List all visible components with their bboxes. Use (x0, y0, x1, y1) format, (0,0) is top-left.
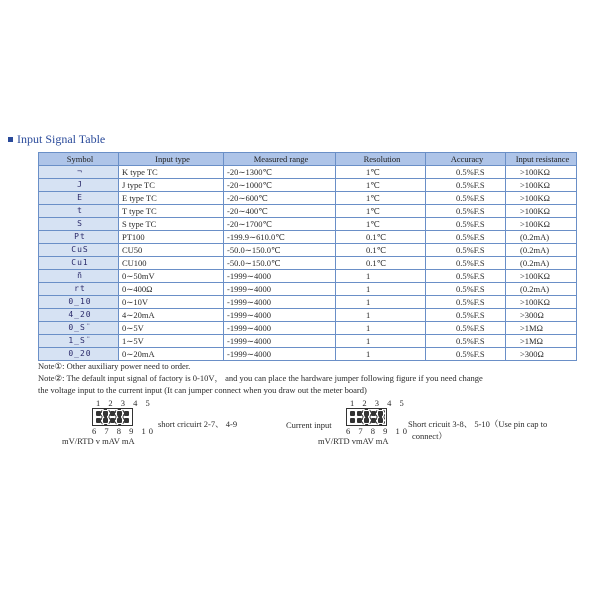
caption-line-1: Short cricuit 3-8、 5-10（Use pin cap to (408, 419, 548, 429)
cell-input-resistance: >100KΩ (506, 218, 577, 231)
cell-resolution: 1℃ (336, 192, 426, 205)
cell-input-type: 0∼10V (119, 296, 224, 309)
table-row (39, 309, 577, 322)
pin-numbers-bottom: 6 7 8 9 10 (92, 426, 156, 436)
note-2-continued: the voltage input to the current input (It can jumper connect when you draw out the meter board) (38, 385, 367, 395)
pin-numbers-top: 1 2 3 4 5 (96, 398, 153, 408)
cell-input-type: CU100 (119, 257, 224, 270)
cell-symbol: S (39, 218, 119, 231)
cell-input-resistance: >1MΩ (506, 322, 577, 335)
cell-resolution: 1 (336, 270, 426, 283)
cell-symbol: rt (39, 283, 119, 296)
jumper-caption-current (408, 418, 547, 442)
header-symbol: Symbol (39, 153, 119, 166)
cell-symbol: 4_20 (39, 309, 119, 322)
cell-measured-range: -1999∼4000 (224, 283, 336, 296)
section-heading (8, 132, 105, 147)
cell-measured-range: -199.9∼610.0℃ (224, 231, 336, 244)
cell-input-resistance: >1MΩ (506, 335, 577, 348)
cell-symbol: Cu1 (39, 257, 119, 270)
cell-measured-range: -1999∼4000 (224, 296, 336, 309)
cell-symbol: Pt (39, 231, 119, 244)
cell-accuracy: 0.5%F.S (426, 270, 506, 283)
cell-measured-range: -1999∼4000 (224, 322, 336, 335)
cell-accuracy: 0.5%F.S (426, 218, 506, 231)
cell-accuracy: 0.5%F.S (426, 244, 506, 257)
cell-accuracy: 0.5%F.S (426, 348, 506, 361)
cell-measured-range: -20∼400℃ (224, 205, 336, 218)
signal-labels: mV/RTD vmAV mA (318, 436, 389, 446)
cell-input-type: J type TC (119, 179, 224, 192)
signal-labels: mV/RTD v mAV mA (62, 436, 135, 446)
cell-input-resistance: (0.2mA) (506, 283, 577, 296)
note-1: Note①: Other auxiliary power need to order. (38, 361, 191, 371)
cell-measured-range: -20∼1700℃ (224, 218, 336, 231)
cell-input-resistance: >100KΩ (506, 296, 577, 309)
table-row (39, 348, 577, 361)
cell-symbol: 0_10 (39, 296, 119, 309)
input-signal-table (38, 152, 577, 361)
cell-resolution: 1 (336, 296, 426, 309)
cell-symbol: 0_20 (39, 348, 119, 361)
header-resolution: Resolution (336, 153, 426, 166)
pin-header-graphic (92, 408, 133, 426)
cell-input-type: 4∼20mA (119, 309, 224, 322)
cell-resolution: 1℃ (336, 179, 426, 192)
cell-measured-range: -50.0∼150.0℃ (224, 257, 336, 270)
cell-symbol: CuS (39, 244, 119, 257)
cell-accuracy: 0.5%F.S (426, 205, 506, 218)
table-row (39, 166, 577, 179)
cell-resolution: 1 (336, 309, 426, 322)
cell-input-resistance: >100KΩ (506, 205, 577, 218)
cell-measured-range: -1999∼4000 (224, 348, 336, 361)
cell-symbol: n̄̄ (39, 270, 119, 283)
cell-accuracy: 0.5%F.S (426, 296, 506, 309)
cell-input-resistance: >100KΩ (506, 166, 577, 179)
cell-input-resistance: (0.2mA) (506, 231, 577, 244)
table-row (39, 192, 577, 205)
cell-symbol: t (39, 205, 119, 218)
cell-input-type: PT100 (119, 231, 224, 244)
cell-resolution: 0.1℃ (336, 244, 426, 257)
header-accuracy: Accuracy (426, 153, 506, 166)
cell-accuracy: 0.5%F.S (426, 192, 506, 205)
cell-symbol: 1_S¨ (39, 335, 119, 348)
cell-input-resistance: (0.2mA) (506, 257, 577, 270)
table-row (39, 218, 577, 231)
jumper-diagram-current (318, 398, 410, 446)
cell-symbol: ¬ (39, 166, 119, 179)
jumper-diagram-voltage (62, 398, 156, 446)
cell-accuracy: 0.5%F.S (426, 283, 506, 296)
cell-input-resistance: >100KΩ (506, 270, 577, 283)
header-measured-range: Measured range (224, 153, 336, 166)
table-row (39, 335, 577, 348)
cell-input-type: K type TC (119, 166, 224, 179)
note-2: Note②: The default input signal of factory is 0-10V， and you can place the hardware jumper following figure if you need change (38, 373, 483, 383)
table-row (39, 231, 577, 244)
cell-resolution: 1 (336, 322, 426, 335)
cell-measured-range: -1999∼4000 (224, 309, 336, 322)
cell-accuracy: 0.5%F.S (426, 179, 506, 192)
bullet-icon (8, 137, 13, 142)
cell-accuracy: 0.5%F.S (426, 335, 506, 348)
header-input-resistance: Input resistance (506, 153, 577, 166)
cell-measured-range: -50.0∼150.0℃ (224, 244, 336, 257)
cell-measured-range: -20∼600℃ (224, 192, 336, 205)
table-row (39, 322, 577, 335)
cell-resolution: 0.1℃ (336, 231, 426, 244)
cell-input-type: 0∼400Ω (119, 283, 224, 296)
caption-line-2: connect） (412, 431, 447, 441)
table-row (39, 270, 577, 283)
cell-resolution: 0.1℃ (336, 257, 426, 270)
pin-numbers-bottom: 6 7 8 9 10 (346, 426, 410, 436)
cell-input-type: 1∼5V (119, 335, 224, 348)
cell-input-resistance: >100KΩ (506, 179, 577, 192)
cell-accuracy: 0.5%F.S (426, 257, 506, 270)
cell-resolution: 1℃ (336, 166, 426, 179)
cell-accuracy: 0.5%F.S (426, 322, 506, 335)
cell-input-resistance: (0.2mA) (506, 244, 577, 257)
cell-input-resistance: >300Ω (506, 348, 577, 361)
current-input-label: Current input (286, 420, 332, 430)
cell-input-type: CU50 (119, 244, 224, 257)
table-row (39, 205, 577, 218)
cell-resolution: 1℃ (336, 218, 426, 231)
cell-input-type: E type TC (119, 192, 224, 205)
cell-input-type: 0∼50mV (119, 270, 224, 283)
table-row (39, 257, 577, 270)
cell-input-type: T type TC (119, 205, 224, 218)
cell-measured-range: -1999∼4000 (224, 270, 336, 283)
cell-accuracy: 0.5%F.S (426, 231, 506, 244)
table-row (39, 179, 577, 192)
heading-text: Input Signal Table (17, 132, 106, 146)
table-header-row (39, 153, 577, 166)
cell-symbol: J (39, 179, 119, 192)
cell-input-type: 0∼5V (119, 322, 224, 335)
cell-input-resistance: >300Ω (506, 309, 577, 322)
pin-numbers-top: 1 2 3 4 5 (350, 398, 407, 408)
table-row (39, 244, 577, 257)
notes (38, 360, 578, 396)
table-row (39, 283, 577, 296)
cell-resolution: 1 (336, 348, 426, 361)
cell-symbol: 0_S¨ (39, 322, 119, 335)
cell-measured-range: -20∼1300℃ (224, 166, 336, 179)
cell-measured-range: -20∼1000℃ (224, 179, 336, 192)
cell-input-type: S type TC (119, 218, 224, 231)
cell-resolution: 1 (336, 283, 426, 296)
jumper-caption-voltage: short cricuirt 2-7、 4-9 (158, 419, 238, 429)
table-row (39, 296, 577, 309)
cell-accuracy: 0.5%F.S (426, 309, 506, 322)
cell-symbol: E (39, 192, 119, 205)
cell-input-type: 0∼20mA (119, 348, 224, 361)
cell-input-resistance: >100KΩ (506, 192, 577, 205)
cell-resolution: 1 (336, 335, 426, 348)
cell-measured-range: -1999∼4000 (224, 335, 336, 348)
cell-resolution: 1℃ (336, 205, 426, 218)
header-input-type: Input type (119, 153, 224, 166)
pin-header-graphic (346, 408, 387, 426)
cell-accuracy: 0.5%F.S (426, 166, 506, 179)
